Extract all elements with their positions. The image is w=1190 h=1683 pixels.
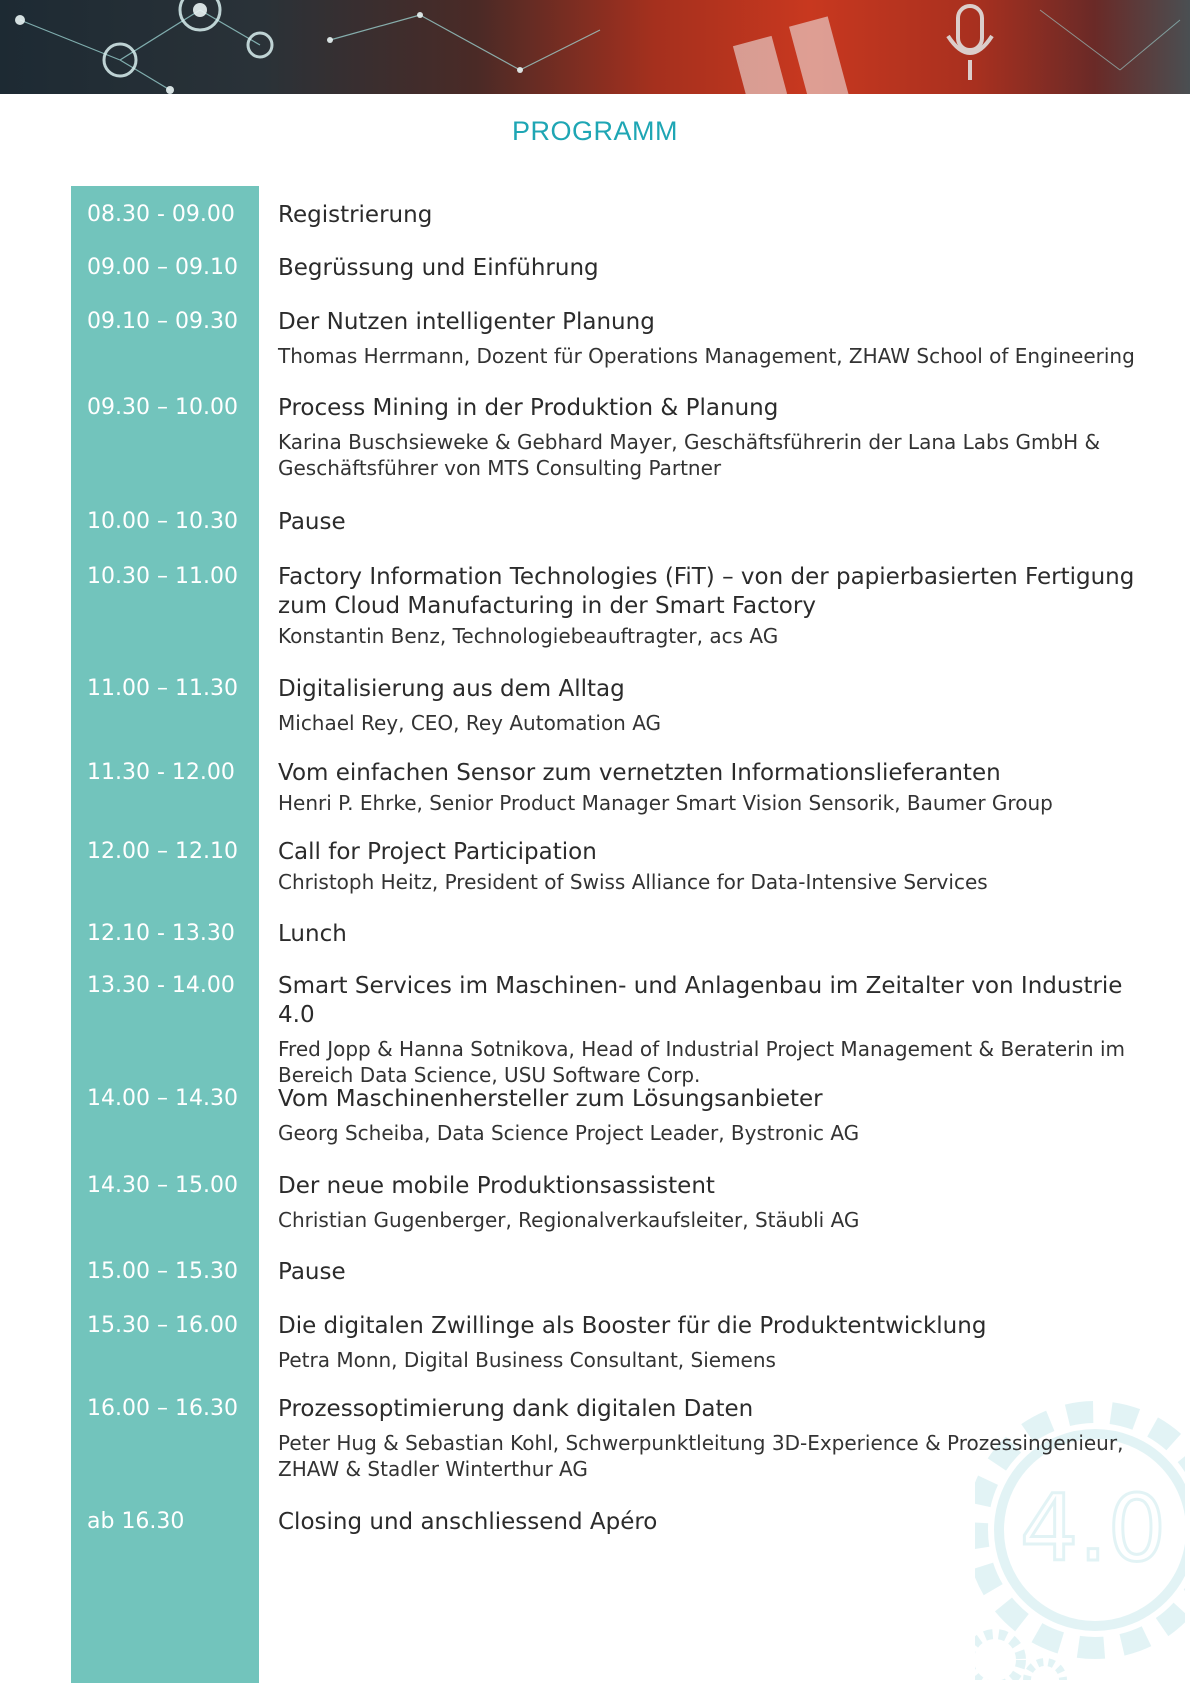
schedule-speaker: Christoph Heitz, President of Swiss Alliance for Data-Intensive Services	[278, 870, 988, 894]
schedule-speaker: Peter Hug & Sebastian Kohl, Schwerpunktleitung 3D-Experience & Prozessingenieur, ZHAW & Stadler Winterthur AG	[278, 1431, 1124, 1481]
schedule-title: Der neue mobile Produktionsassistent	[278, 1173, 715, 1199]
schedule-title: Lunch	[278, 921, 347, 947]
schedule-speaker: Michael Rey, CEO, Rey Automation AG	[278, 711, 662, 735]
schedule-time: 09.00 – 09.10	[87, 255, 238, 280]
schedule-title: Vom Maschinenhersteller zum Lösungsanbieter	[278, 1086, 823, 1112]
schedule-time: 09.30 – 10.00	[87, 395, 238, 420]
schedule-speaker: Georg Scheiba, Data Science Project Leader, Bystronic AG	[278, 1121, 860, 1145]
schedule-time: 15.00 – 15.30	[87, 1259, 238, 1284]
schedule-time: 10.00 – 10.30	[87, 509, 238, 534]
schedule-title: Digitalisierung aus dem Alltag	[278, 676, 625, 702]
schedule-title: Smart Services im Maschinen- und Anlagenbau im Zeitalter von Industrie 4.0	[278, 973, 1123, 1028]
schedule-time: 15.30 – 16.00	[87, 1313, 238, 1338]
schedule-speaker: Konstantin Benz, Technologiebeauftragter, acs AG	[278, 624, 779, 648]
schedule-speaker: Petra Monn, Digital Business Consultant, Siemens	[278, 1348, 776, 1372]
schedule-title: Pause	[278, 509, 346, 535]
schedule-title: Vom einfachen Sensor zum vernetzten Informationslieferanten	[278, 760, 1001, 786]
schedule-title: Die digitalen Zwillinge als Booster für die Produktentwicklung	[278, 1313, 987, 1339]
schedule-title: Prozessoptimierung dank digitalen Daten	[278, 1396, 754, 1422]
schedule-speaker: Thomas Herrmann, Dozent für Operations Management, ZHAW School of Engineering	[278, 344, 1135, 368]
schedule-speaker: Christian Gugenberger, Regionalverkaufsleiter, Stäubli AG	[278, 1208, 860, 1232]
schedule-speaker: Henri P. Ehrke, Senior Product Manager Smart Vision Sensorik, Baumer Group	[278, 791, 1053, 815]
schedule-time: 14.30 – 15.00	[87, 1173, 238, 1198]
schedule-time: 11.00 – 11.30	[87, 676, 238, 701]
schedule-time: 09.10 – 09.30	[87, 309, 238, 334]
header-banner-image	[0, 0, 1190, 94]
schedule-title: Factory Information Technologies (FiT) – von der papierbasierten Fertigung zum Cloud Manufacturing in der Smart Factory	[278, 564, 1135, 619]
watermark-label: 4.0	[1019, 1475, 1167, 1582]
page-title: PROGRAMM	[512, 116, 678, 146]
schedule-time: 14.00 – 14.30	[87, 1086, 238, 1111]
schedule-time: ab 16.30	[87, 1509, 185, 1534]
schedule-time: 12.00 – 12.10	[87, 839, 238, 864]
schedule-time: 12.10 - 13.30	[87, 921, 235, 946]
schedule-speaker: Karina Buschsieweke & Gebhard Mayer, Geschäftsführerin der Lana Labs GmbH & Geschäftsführer von MTS Consulting Partner	[278, 430, 1101, 480]
schedule-title: Der Nutzen intelligenter Planung	[278, 309, 655, 335]
schedule-time: 08.30 - 09.00	[87, 202, 235, 227]
network-graphic	[0, 0, 1190, 94]
schedule-time: 16.00 – 16.30	[87, 1396, 238, 1421]
schedule-time: 10.30 – 11.00	[87, 564, 238, 589]
schedule-title: Pause	[278, 1259, 346, 1285]
schedule-speaker: Fred Jopp & Hanna Sotnikova, Head of Industrial Project Management & Beraterin im Bereich Data Science, USU Software Corp.	[278, 1037, 1125, 1087]
schedule-time: 13.30 - 14.00	[87, 973, 235, 998]
schedule-title: Call for Project Participation	[278, 839, 597, 865]
schedule-title: Closing und anschliessend Apéro	[278, 1509, 658, 1535]
schedule-title: Process Mining in der Produktion & Planung	[278, 395, 779, 421]
schedule-title: Registrierung	[278, 202, 433, 228]
schedule-time: 11.30 - 12.00	[87, 760, 235, 785]
schedule-title: Begrüssung und Einführung	[278, 255, 599, 281]
